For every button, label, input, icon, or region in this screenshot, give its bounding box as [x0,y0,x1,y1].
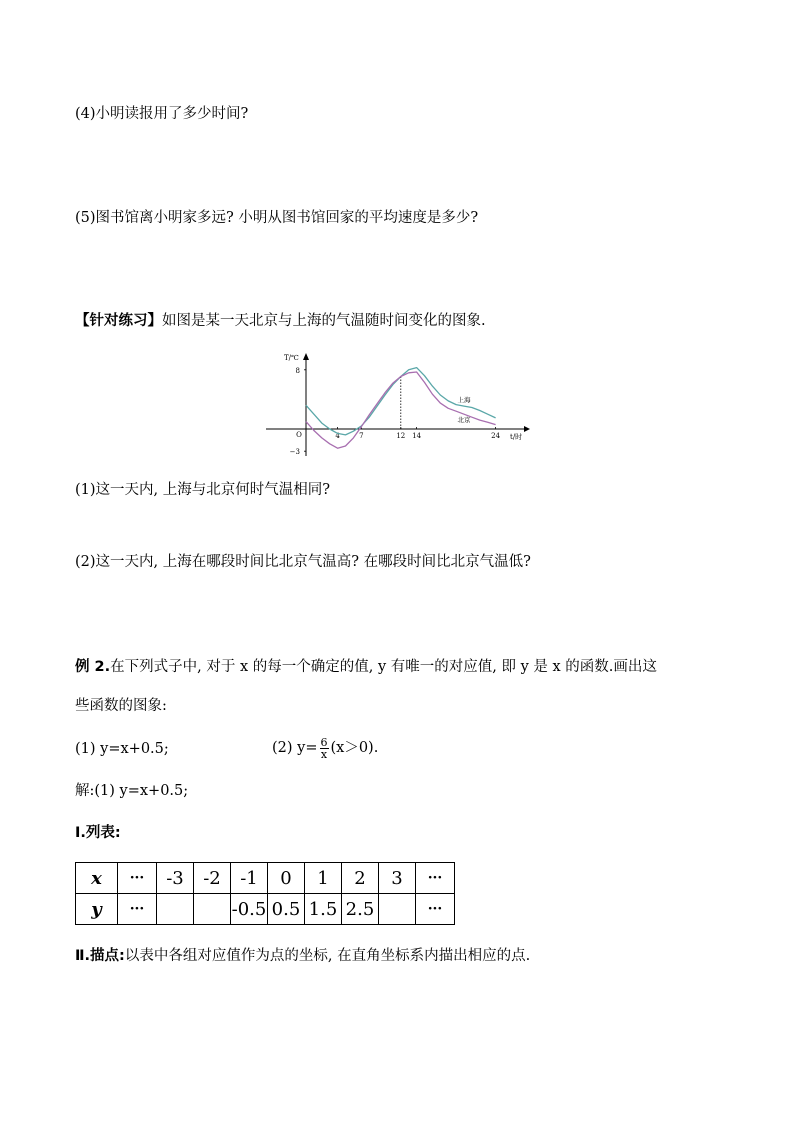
series-label-shanghai: 上海 [457,396,471,405]
table-cell: 2 [342,863,379,894]
step-2-text: 以表中各组对应值作为点的坐标, 在直角坐标系内描出相应的点. [124,948,531,964]
y-tick-label: 8 [295,366,300,375]
value-table [75,862,455,925]
table-header-x: x [76,863,118,894]
series-label-beijing: 北京 [457,416,471,425]
question-4: (4)小明读报用了多少时间? [75,106,249,122]
temperature-chart [262,348,532,458]
table-cell: ··· [118,894,157,925]
table-row-x [76,863,455,894]
table-cell: -1 [231,863,268,894]
y-axis-label: T/℃ [284,354,299,362]
fraction-6-over-x [320,737,329,760]
step-1-label: Ⅰ.列表: [75,825,121,841]
table-cell: 3 [379,863,416,894]
table-cell: -0.5 [231,894,268,925]
x-tick-label: 14 [412,432,422,440]
x-tick-label: 4 [335,432,340,440]
sub-question-2: (2)这一天内, 上海在哪段时间比北京气温高? 在哪段时间比北京气温低? [75,554,531,570]
question-5: (5)图书馆离小明家多远? 小明从图书馆回家的平均速度是多少? [75,210,479,226]
step-2-line [75,946,530,966]
practice-tag: 【针对练习】 [75,312,162,329]
table-cell: ··· [416,863,455,894]
formula-2-suffix: (x＞0). [330,740,379,756]
x-axis-arrow [524,426,530,432]
table-cell: 1 [305,863,342,894]
example-2-line-1 [75,657,657,677]
x-axis-label: t/时 [510,433,523,441]
table-cell [379,894,416,925]
example-text: 在下列式子中, 对于 x 的每一个确定的值, y 有唯一的对应值, 即 y 是 x 的函数.画出这 [110,659,657,675]
table-cell: ··· [416,894,455,925]
fraction-denominator: x [320,747,328,761]
table-cell: 0.5 [268,894,305,925]
practice-heading [75,311,486,331]
table-cell: 1.5 [305,894,342,925]
y-tick-label: −3 [289,448,300,457]
table-cell: 2.5 [342,894,379,925]
example-label: 例 2. [75,659,111,675]
sub-question-1: (1)这一天内, 上海与北京何时气温相同? [75,482,331,498]
formula-1: (1) y=x+0.5; [75,741,169,757]
table-cell: -2 [194,863,231,894]
x-tick-label: 24 [491,432,501,440]
x-tick-label: 12 [396,432,406,440]
table-header-y: y [76,894,118,925]
y-axis-arrow [303,353,309,360]
formula-2 [272,733,378,763]
solution-line: 解:(1) y=x+0.5; [75,783,189,799]
step-2-label: Ⅱ.描点: [75,948,125,964]
table-row-y [76,894,455,925]
practice-text: 如图是某一天北京与上海的气温随时间变化的图象. [162,313,486,329]
table-cell: ··· [118,863,157,894]
table-cell [157,894,194,925]
table-cell [194,894,231,925]
example-2-line-2: 些函数的图象: [75,698,167,714]
origin-label: O [296,431,302,439]
table-cell: 0 [268,863,305,894]
table-cell: -3 [157,863,194,894]
x-tick-label: 7 [359,432,364,440]
fraction-numerator: 6 [320,735,328,749]
formula-2-prefix: (2) y= [272,740,318,756]
